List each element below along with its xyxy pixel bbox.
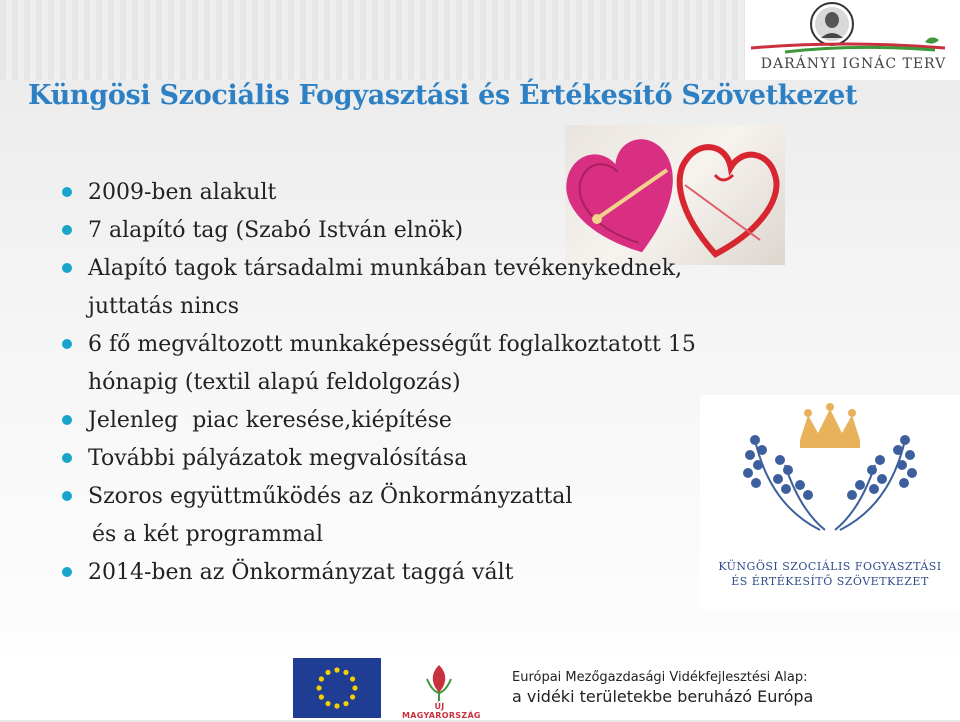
bullet-dot-icon bbox=[62, 187, 72, 197]
crown-lavender-icon bbox=[700, 395, 960, 555]
kungosi-logo-text-line2: ÉS ÉRTÉKESÍTŐ SZÖVETKEZET bbox=[731, 575, 929, 588]
uj-magyarorszag-text: ÚJ MAGYARORSZÁG bbox=[402, 702, 481, 720]
bullet-item bbox=[62, 326, 852, 402]
bullet-dot-icon bbox=[62, 225, 72, 235]
bullet-dot-icon bbox=[62, 491, 72, 501]
kungosi-cooperative-logo bbox=[700, 395, 960, 610]
eu-fund-line2: a vidéki területekbe beruházó Európa bbox=[512, 687, 814, 706]
bullet-item bbox=[62, 174, 852, 212]
bullet-text: és a két programmal bbox=[92, 522, 324, 547]
bullet-item bbox=[62, 212, 852, 250]
eu-stars-icon bbox=[293, 658, 381, 718]
daranyi-portrait-icon bbox=[745, 0, 960, 56]
bullet-text: 7 alapító tag (Szabó István elnök) bbox=[88, 218, 464, 243]
bullet-text: 2009-ben alakult bbox=[88, 180, 277, 205]
bullet-text: 6 fő megváltozott munkaképességűt foglalkoztatott 15 bbox=[88, 332, 696, 357]
kungosi-logo-text-line1: KÜNGÖSI SZOCIÁLIS FOGYASZTÁSI bbox=[718, 560, 942, 573]
bullet-text: Alapító tagok társadalmi munkában tevékenykednek, bbox=[88, 256, 683, 281]
tulip-icon bbox=[402, 657, 477, 702]
eu-flag-icon bbox=[293, 658, 381, 718]
daranyi-logo-text: DARÁNYI IGNÁC TERV bbox=[760, 56, 947, 72]
bullet-dot-icon bbox=[62, 415, 72, 425]
bullet-dot-icon bbox=[62, 453, 72, 463]
bullet-text-continuation: hónapig (textil alapú feldolgozás) bbox=[88, 370, 461, 395]
bullet-text: Szoros együttműködés az Önkormányzattal bbox=[88, 484, 573, 509]
uj-magyarorszag-logo bbox=[402, 657, 481, 720]
bullet-dot-icon bbox=[62, 263, 72, 273]
slide-title: Küngösi Szociális Fogyasztási és Értékesítő Szövetkezet bbox=[28, 80, 858, 111]
bullet-dot-icon bbox=[62, 567, 72, 577]
daranyi-ignac-terv-logo bbox=[745, 0, 960, 80]
bullet-text: Jelenleg piac keresése,kiépítése bbox=[88, 408, 452, 433]
eu-fund-line1: Európai Mezőgazdasági Vidékfejlesztési Alap: bbox=[512, 670, 808, 685]
eu-fund-caption bbox=[512, 669, 952, 707]
bullet-dot-icon bbox=[62, 339, 72, 349]
bullet-text-continuation: juttatás nincs bbox=[88, 294, 240, 319]
bullet-text: További pályázatok megvalósítása bbox=[88, 446, 468, 471]
footer-logo-bar bbox=[0, 657, 960, 720]
bullet-item bbox=[62, 250, 852, 326]
bullet-text: 2014-ben az Önkormányzat taggá vált bbox=[88, 560, 514, 585]
